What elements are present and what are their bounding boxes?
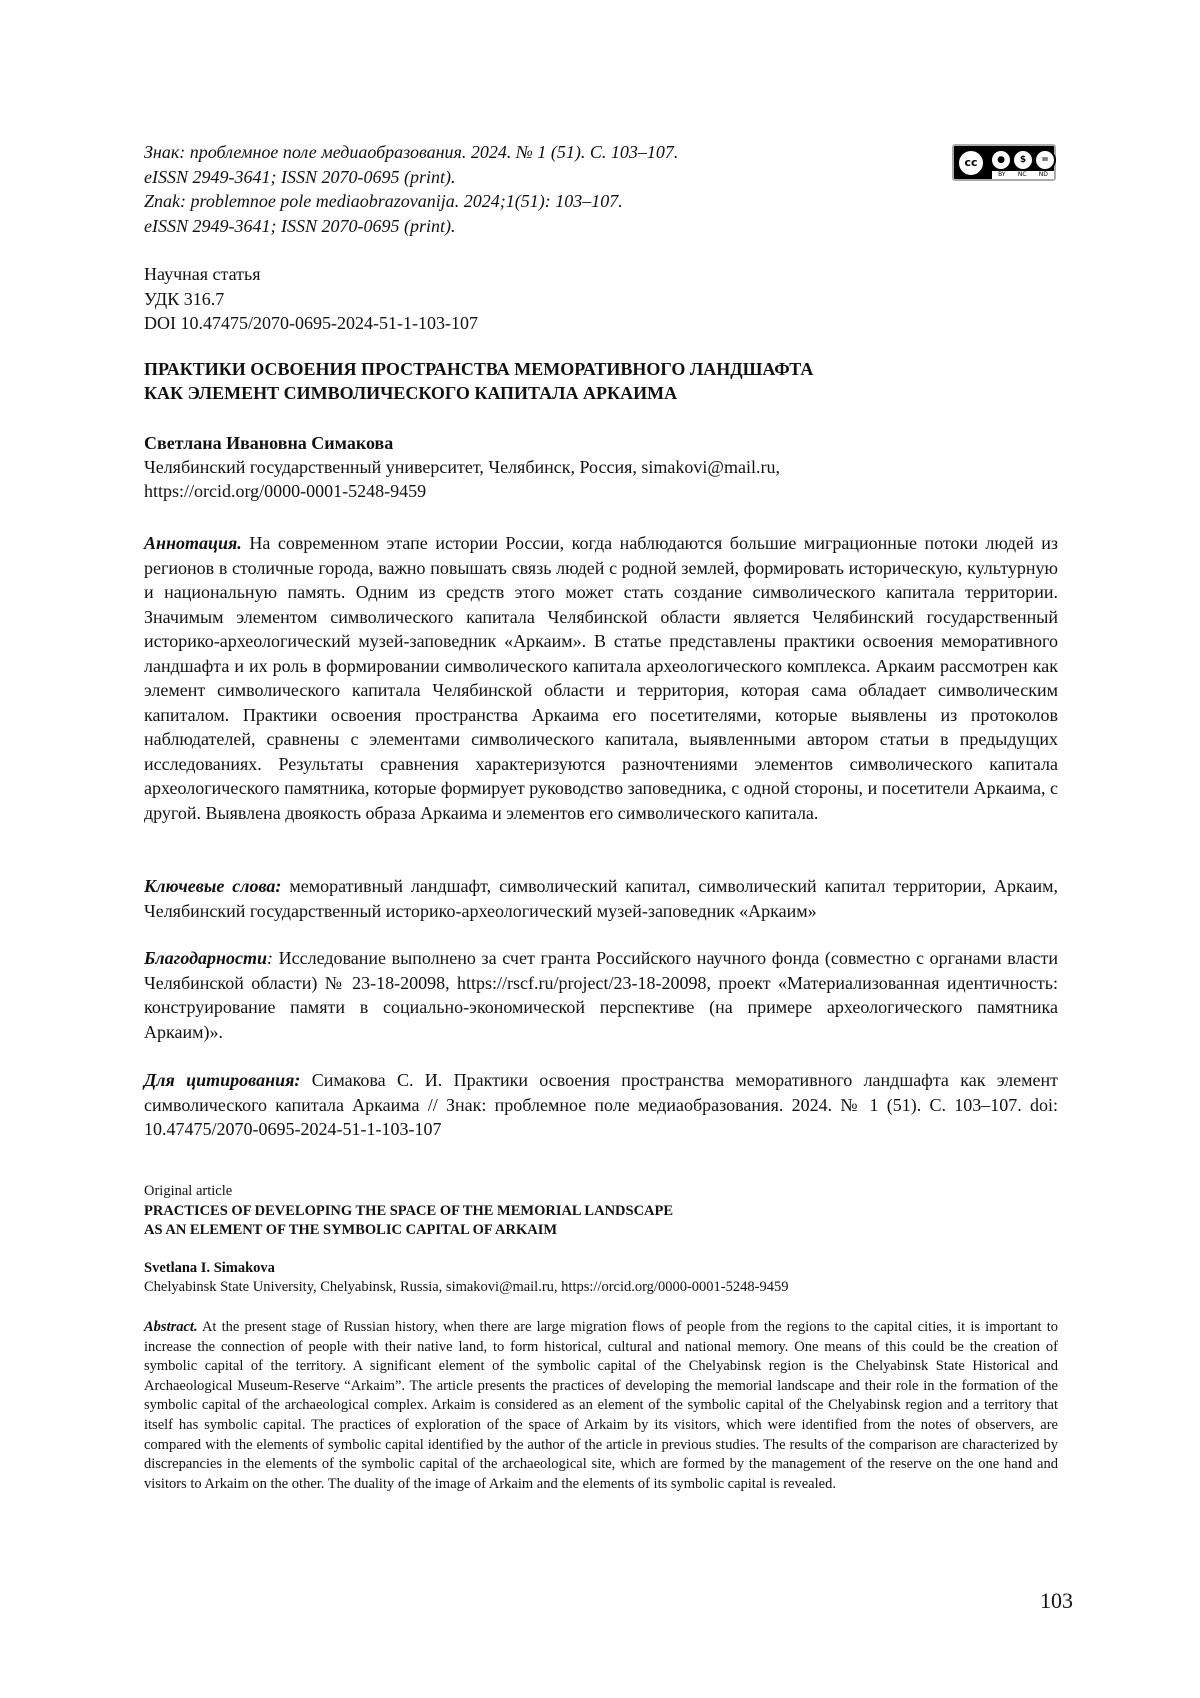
doi: DOI 10.47475/2070-0695-2024-51-1-103-107 [144,313,478,333]
license-labels [992,171,1054,179]
author-block-ru [144,431,1064,503]
keywords-ru-text: меморативный ландшафт, символический капитал, символический капитал территории, Аркаим, Челябинский государственный историко-археологический музей-заповедник «Аркаим» [144,876,1059,921]
license-by-label: BY [998,171,1006,178]
journal-header [144,140,964,238]
acknowledgments-ru [144,946,1058,1044]
english-header-block [144,1182,1058,1298]
header-line-ru: Знак: проблемное поле медиаобразования. 2024. № 1 (51). С. 103–107. [144,142,679,162]
abstract-ru-label: Аннотация. [144,533,242,553]
keywords-ru-label: Ключевые слова: [144,876,282,896]
citation-ru [144,1068,1058,1142]
udk-code: УДК 316.7 [144,288,225,309]
article-type-en: Original article [144,1183,233,1199]
title-ru-line1: ПРАКТИКИ ОСВОЕНИЯ ПРОСТРАНСТВА МЕМОРАТИВНОГО ЛАНДШАФТА [144,359,814,379]
cc-icon: cc [957,149,985,177]
creative-commons-license-badge[interactable] [952,144,1056,181]
license-nc-label: NC [1017,171,1027,178]
article-type: Научная статья [144,264,261,284]
abstract-en-label: Abstract. [144,1319,198,1335]
author-name-en: Svetlana I. Simakova [144,1259,275,1276]
abstract-en [144,1318,1058,1494]
acknowledgments-ru-text: Исследование выполнено за счет гранта Российского научного фонда (совместно с органами власти Челябинской области) № 23-18-20098, https://rscf.ru/project/23-18-20098, проект «Материализованная идентичность: конструирование памяти в социально-экономической перспективе (на примере археологического памятника Аркаим)». [144,948,1058,1042]
nc-noncommercial-icon: $ [1012,149,1034,171]
abstract-en-text: At the present stage of Russian history, when there are large migration flows of people from the regions to the capital cities, it is important to increase the connection of people with their native land, to form historical, cultural and national memory. One means of this could be the creation of symbolic capital of the territory. A significant element of the symbolic capital of the Chelyabinsk region is the Chelyabinsk State Historical and Archaeological Museum-Reserve “Arkaim”. The article presents the practices of developing the memorial landscape and their role in the formation of the symbolic capital of the archaeological complex. Arkaim is considered as an element of the symbolic capital of the Chelyabinsk region and a territory that itself has symbolic capital. The practices of exploration of the space of Arkaim by its visitors, which were identified from the notes of observers, are compared with the elements of symbolic capital identified by the author of the article in previous studies. The results of the comparison are characterized by discrepancies in the elements of the symbolic capital of the archaeological site, which are formed by the management of the reserve on the one hand and visitors to Arkaim on the other. The duality of the image of Arkaim and the elements of its symbolic capital is revealed. [144,1319,1058,1492]
abstract-ru-text: На современном этапе истории России, когда наблюдаются большие миграционные потоки людей из регионов в столичные города, важно повышать связь людей с родной землей, формировать историческую, культурную и национальную память. Одним из средств этого может стать создание символического капитала территории. Значимым элементом символического капитала Челябинской области является Челябинский государственный историко-археологический музей-заповедник «Аркаим». В статье представлены практики освоения меморативного ландшафта и их роль в формировании символического капитала археологического комплекса. Аркаим рассмотрен как элемент символического капитала Челябинской области и территория, которая сама обладает символическим капиталом. Практики освоения пространства Аркаима его посетителями, которые выявлены из протоколов наблюдателей, сравнены с элементами символического капитала, выявленными автором статьи в предыдущих исследованиях. Результаты сравнения характеризуются разночтениями элементов символического капитала археологического памятника, которые формирует руководство заповедника, с одной стороны, и посетители Аркаима, с другой. Выявлена двоякость образа Аркаима и элементов его символического капитала. [144,533,1059,823]
by-attribution-icon: ● [990,149,1012,171]
author-affiliation-en: Chelyabinsk State University, Chelyabinsk, Russia, simakovi@mail.ru, https://orcid.org/0000-0001-5248-9459 [144,1279,789,1295]
keywords-ru [144,874,1058,923]
article-meta [144,262,478,336]
abstract-ru [144,531,1058,825]
author-affiliation-ru: Челябинский государственный университет, Челябинск, Россия, simakovi@mail.ru, [144,457,780,477]
header-issn-translit: eISSN 2949-3641; ISSN 2070-0695 (print). [144,215,456,236]
header-issn-ru: eISSN 2949-3641; ISSN 2070-0695 (print). [144,166,456,187]
citation-ru-text: Симакова С. И. Практики освоения пространства меморативного ландшафта как элемент символического капитала Аркаима // Знак: проблемное поле медиаобразования. 2024. № 1 (51). С. 103–107. doi: 10.47475/2070-0695-2024-51-1-103-107 [144,1070,1059,1139]
nd-noderivatives-icon: = [1034,149,1056,171]
header-line-translit: Znak: problemnoe pole mediaobrazovanija. 2024;1(51): 103–107. [144,191,623,211]
title-ru-line2: КАК ЭЛЕМЕНТ СИМВОЛИЧЕСКОГО КАПИТАЛА АРКАИМА [144,383,678,403]
title-en-line2: AS AN ELEMENT OF THE SYMBOLIC CAPITAL OF ARKAIM [144,1222,558,1238]
page-number: 103 [1040,1588,1073,1613]
license-nd-label: ND [1038,171,1048,178]
title-en-line1: PRACTICES OF DEVELOPING THE SPACE OF THE MEMORIAL LANDSCAPE [144,1202,674,1219]
author-orcid-link[interactable]: https://orcid.org/0000-0001-5248-9459 [144,481,427,501]
article-title-ru [144,357,813,405]
acknowledgments-ru-label: Благодарности [144,948,268,968]
acknowledgments-ru-colon: : [267,948,274,968]
citation-ru-label: Для цитирования: [144,1070,301,1090]
author-name-ru: Светлана Ивановна Симакова [144,433,394,453]
